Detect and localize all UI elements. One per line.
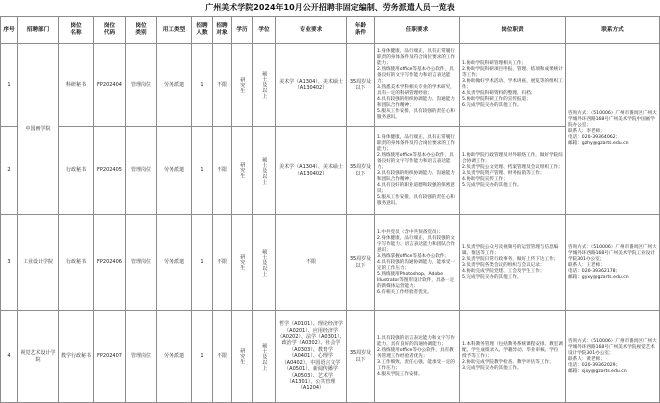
row-2-post-code: FP202405 xyxy=(94,127,125,214)
row-4-employment-type: 劳务派遣 xyxy=(157,311,191,402)
row-4-index: 4 xyxy=(1,311,17,402)
row-4-major: 哲学（A0101）、理论经济学（A0201）、应用经济学（A0202）、法学（A0301）、政治学（A0302）、社会学（A0303）、教育学（A0401）、心理学（A0402）、中国语言文学（A0501）、新闻传播学（A0503）、艺术学（A1301）、公共管理（A1204） xyxy=(276,311,346,402)
row-3-degree-text: 硕士及以上 xyxy=(261,248,268,277)
row-4-department: 视觉艺术设计学院 xyxy=(18,311,58,402)
row-4-post-type: 管理岗位 xyxy=(126,311,156,402)
row-1-post-code: FP202404 xyxy=(94,44,125,126)
header-post-code-label: 岗位代码 xyxy=(103,23,116,36)
row-3-employment-type: 劳务派遣 xyxy=(157,215,191,310)
header-requirements: 任职要求 xyxy=(375,17,459,43)
row-3-post-type: 管理岗位 xyxy=(126,215,156,310)
row-2-age: 35周岁及以下 xyxy=(347,127,374,214)
row-4-education xyxy=(232,311,252,402)
header-post-code xyxy=(94,17,125,43)
row-2-education xyxy=(232,127,252,214)
row-1-post-type: 管理岗位 xyxy=(126,44,156,126)
row-3-contact: 咨询方式：（510006）广州市番禺区广州大学城外环西路168号广州美术学院工业设计学院301办公室； 联系人：王老师； 电话：020-39362178； 邮箱：gyxy@gzarts.edu.cn xyxy=(566,215,659,310)
row-4-degree xyxy=(253,311,275,402)
recruitment-table xyxy=(0,16,660,403)
row-2-degree-text: 硕士及以上 xyxy=(261,156,268,185)
row-4-requirements: 1.具有较强的语言表达能力和文字写作能力，具有良好的沟通协调能力； 2.熟练使用office等办公软件，具有教务管理工作经验者优先； 3.工作细致，责任心强，能承受一定的工作压力； 4.服从学院工作安排。 xyxy=(375,311,459,402)
header-degree: 学位 xyxy=(253,17,275,43)
document-title: 广州美术学院2024年10月公开招聘非固定编制、劳务派遣人员一览表 xyxy=(205,3,455,12)
row-3-department: 工业设计学院 xyxy=(18,215,58,310)
row-4-post-code: FP202407 xyxy=(94,311,125,402)
row-2-requirements: 1.身体健康，品行端正，具有正常履行职责的身体条件及符合岗位要求的工作能力； 2.熟练使用office等基本办公软件，具备良好的文字写作能力和语言表达能力； 3.具有较强的组织协调能力、沟通能力和团队合作精神； 4.具有良好的职业道德和较强的保密意识； 5.服从工作安排，具有较强的责任心和服务意识。 xyxy=(375,127,459,214)
row-4-post-name: 教学行政秘书 xyxy=(59,311,93,402)
row-3-index: 3 xyxy=(1,215,17,310)
row-3-headcount: 1 xyxy=(192,215,212,310)
header-education: 学历 xyxy=(232,17,252,43)
row-4-age: 35周岁及以下 xyxy=(347,311,374,402)
row-2-post-type: 管理岗位 xyxy=(126,127,156,214)
row-3-age: 35周岁及以下 xyxy=(347,215,374,310)
row-4-contact: 咨询方式：（510006）广州市番禺区广州大学城外环西路168号广州美术学院视觉艺术设计学院301办公室； 联系人：黄老师； 电话：020-39362029； 邮箱：sjxy@gzarts.edu.cn xyxy=(566,311,659,402)
row-1-headcount: 1 xyxy=(192,44,212,126)
row-1-employment-type: 劳务派遣 xyxy=(157,44,191,126)
header-age-label: 年龄条件 xyxy=(354,23,367,36)
header-age xyxy=(347,17,374,43)
row-4-headcount: 1 xyxy=(192,311,212,402)
header-post-type-label: 岗位类别 xyxy=(135,23,147,36)
row-1-department: 中国画学院 xyxy=(18,44,58,214)
header-post-name-label: 岗位名称 xyxy=(70,23,82,36)
row-1-education xyxy=(232,44,252,126)
row-1-degree xyxy=(253,44,275,126)
row-2-index: 2 xyxy=(1,127,17,214)
row-1-age: 35周岁及以下 xyxy=(347,44,374,126)
row-4-target: 不限 xyxy=(213,311,231,402)
row-2-duties: 1.协助学院行政管理及对外联络工作，做好学院综合协调工作； 2.负责学院公文处理、档案管理及会议组织工作； 3.负责学院资产管理、财务报销等工作； 4.协助学院宣传工作； 5.完成学院交办的其他工作。 xyxy=(460,127,565,214)
row-3-degree xyxy=(253,215,275,310)
row-2-target: 不限 xyxy=(213,127,231,214)
header-headcount-label: 招聘人数 xyxy=(196,23,208,36)
header-index: 序号 xyxy=(1,17,17,43)
row-2-education-text: 研究生 xyxy=(239,162,246,179)
row-3-duties: 1.负责学院公众号及视频号的运营管理与信息编辑、推送等工作； 2.负责学院日常行政事务，做好上传下达工作； 3.负责学院各类会议的组织与会议记录； 4.协助完成学院党建、工会及学生工作； 5.完成学院交办的其他工作。 xyxy=(460,215,565,310)
row-2-employment-type: 劳务派遣 xyxy=(157,127,191,214)
row-2-degree xyxy=(253,127,275,214)
header-post-type xyxy=(126,17,156,43)
header-major: 专业要求 xyxy=(276,17,346,43)
header-post-name xyxy=(59,17,93,43)
row-1-index: 1 xyxy=(1,44,17,126)
row-4-degree-text: 硕士及以上 xyxy=(261,342,268,371)
row-1-degree-text: 硕士及以上 xyxy=(261,71,268,99)
row-1-duties: 1.协助学院科研管理相关工作； 2.协助学院科研项目申报、管理、结项和成果统计等工作； 3.协助做好学术活动、学术讲座、展览等的组织工作； 4.负责学院科研资料的整理、归档； 5.协助学院科研工作的宣传报道； 6.完成学院交办的其他工作。 xyxy=(460,44,565,126)
row-2-post-name: 行政秘书 xyxy=(59,127,93,214)
header-target xyxy=(213,17,231,43)
row-2-major: 美术学（A1304）、美术硕士（A130402） xyxy=(276,127,346,214)
row-3-education xyxy=(232,215,252,310)
header-department: 招聘部门 xyxy=(18,17,58,43)
header-headcount xyxy=(192,17,212,43)
header-employment-type: 用工类型 xyxy=(157,17,191,43)
row-1-target: 不限 xyxy=(213,44,231,126)
row-1-post-name: 科研秘书 xyxy=(59,44,93,126)
header-contact: 联系方式 xyxy=(566,17,659,43)
row-3-target: 不限 xyxy=(213,215,231,310)
row-1-requirements: 1.身体健康，品行端正，具有正常履行职责的身体条件及符合岗位要求的工作能力； 2.熟练使用office等基本办公软件，具备良好的文字写作能力和语言表达能力； 3.熟悉美术学科相关专业的学术研究，具有一定的科研管理经验； 4.具有较强的组织协调能力、沟通能力和团队合作精神； 5.服从工作安排，具有较强的责任心和服务意识。 xyxy=(375,44,459,126)
row-4-education-text: 研究生 xyxy=(239,348,246,365)
row-4-duties: 1.本科教务管理（包括教务系统课程安排、教室调配、学生成绩录入、学籍异动、毕业审核、学位授予等工作）； 2.协助完成学院教学检查、教学评估等工作； 3.完成学院交办的其他工作。 xyxy=(460,311,565,402)
row-3-post-code: FP202406 xyxy=(94,215,125,310)
row-2-headcount: 1 xyxy=(192,127,212,214)
row-1-contact: 咨询方式：（510006）广州市番禺区广州大学城外环西路168号广州美术学院中国画学院办公室； 联系人：李老师； 电话：020-39364062； 邮箱：gzhy@gzarts.edu.cn xyxy=(566,44,659,214)
header-duties: 岗位职责 xyxy=(460,17,565,43)
header-target-label: 招聘对象 xyxy=(216,23,228,36)
row-3-post-name: 行政秘书 xyxy=(59,215,93,310)
row-1-education-text: 研究生 xyxy=(239,76,246,94)
row-3-major: 不限 xyxy=(276,215,346,310)
row-3-requirements: 1.中共党员（含中共预备党员）； 2.身体健康，品行端正，具有较强的文字写作能力、语言表达能力和团队合作意识； 3.熟练掌握office等基本办公软件； 4.具有较强的沟通协调能力，能承受一定的工作压力； 5.熟练使用Photoshop、Adobe Illustrator等图形设计软件，具备一定的新媒体运营能力； 6.有相关工作经验者优先。 xyxy=(375,215,459,310)
row-3-education-text: 研究生 xyxy=(239,254,246,271)
row-1-major: 美术学（A1304）、美术硕士（A130402） xyxy=(276,44,346,126)
